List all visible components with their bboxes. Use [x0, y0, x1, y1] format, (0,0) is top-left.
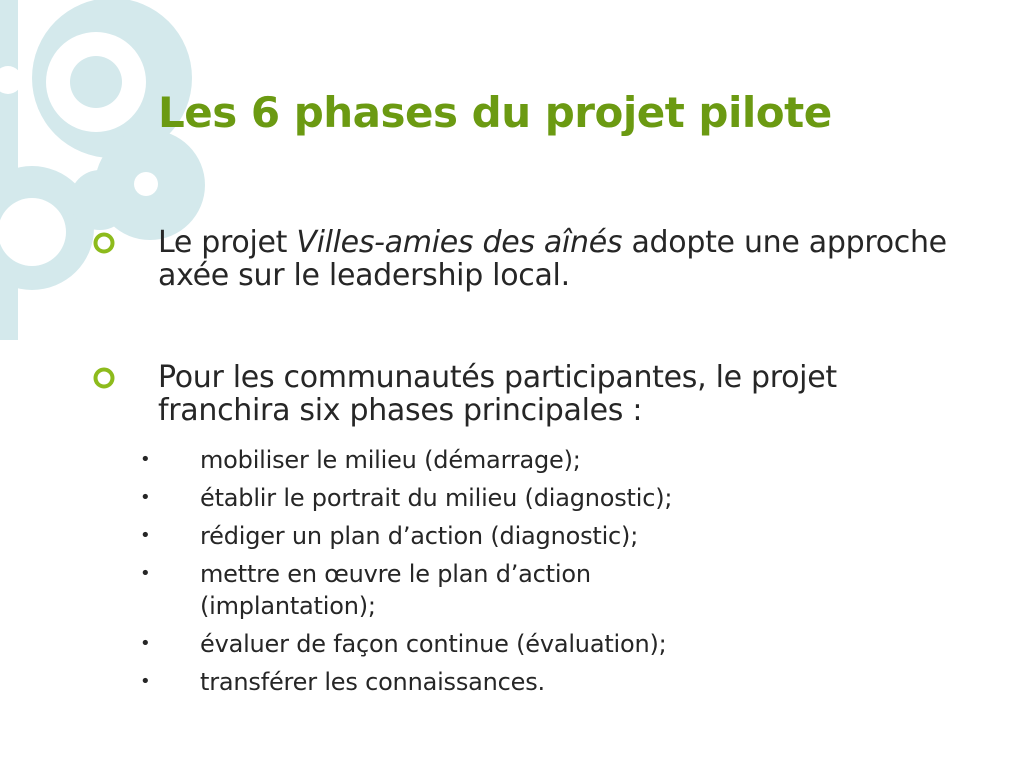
- bullet-leadership: [158, 226, 998, 292]
- list-item: [138, 666, 938, 698]
- ring-bullet-icon: [92, 366, 116, 390]
- list-item: [138, 482, 938, 514]
- project-name: Villes-amies des aînés: [296, 225, 623, 260]
- sub-bullet-dot: •: [140, 671, 151, 692]
- list-item: [138, 558, 938, 622]
- list-item-text: évaluer de façon continue (évaluation);: [200, 630, 667, 658]
- ring-bullet-icon: [92, 231, 116, 255]
- bullet-phases: Pour les communautés participantes, le projet franchira six phases principales :: [158, 360, 837, 428]
- slide-title: Les 6 phases du projet pilote: [158, 88, 832, 137]
- list-item-text: établir le portrait du milieu (diagnostic);: [200, 484, 673, 512]
- list-item-text: transférer les connaissances.: [200, 668, 545, 696]
- list-item: [138, 520, 938, 552]
- list-item-text: rédiger un plan d’action (diagnostic);: [200, 522, 639, 550]
- bullet-text-before: Le projet: [158, 225, 297, 260]
- sub-bullet-dot: •: [140, 633, 151, 654]
- sub-bullet-dot: •: [140, 525, 151, 546]
- list-item: [138, 444, 938, 476]
- list-item: [138, 628, 938, 660]
- phases-list: [138, 444, 938, 704]
- sub-bullet-dot: •: [140, 563, 151, 584]
- bullet-text-after: adopte une approche axée sur le leadership local.: [158, 225, 947, 293]
- list-item-text: mobiliser le milieu (démarrage);: [200, 446, 581, 474]
- sub-bullet-dot: •: [140, 449, 151, 470]
- list-item-text: mettre en œuvre le plan d’action (implantation);: [200, 560, 591, 620]
- sub-bullet-dot: •: [140, 487, 151, 508]
